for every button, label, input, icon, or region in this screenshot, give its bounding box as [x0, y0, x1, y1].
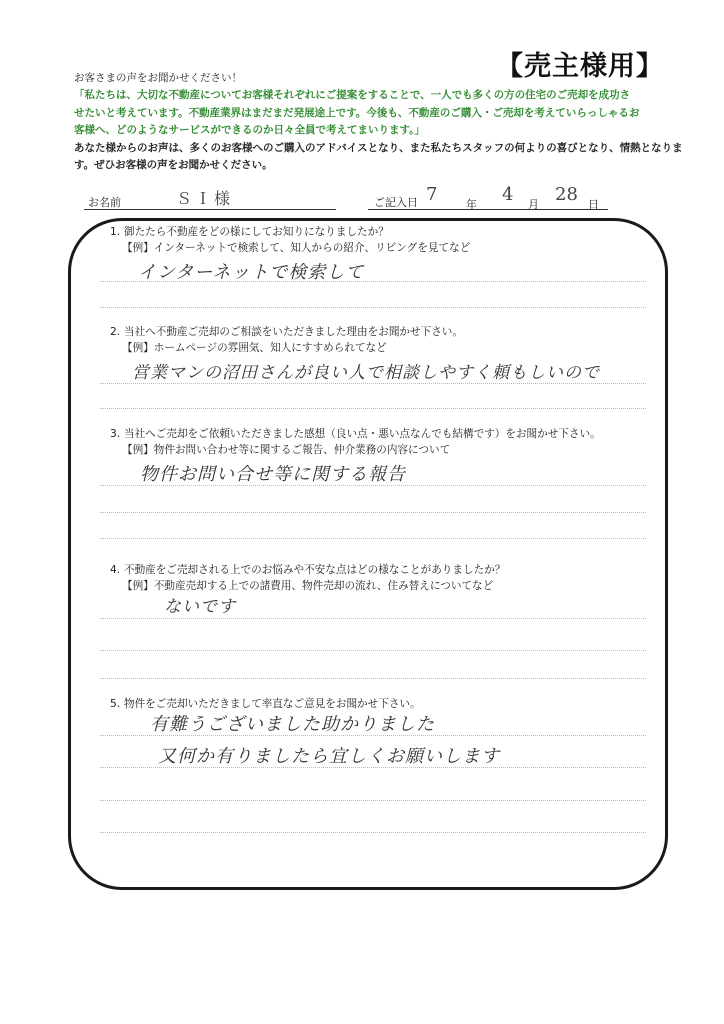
answer-2[interactable]: 営業マンの沼田さんが良い人で相談しやすく頼もしいので: [132, 363, 600, 383]
answer-5-line-1[interactable]: 有難うございました助かりました: [150, 714, 435, 735]
answer-line: [100, 650, 646, 651]
answer-line: [100, 538, 646, 539]
name-value[interactable]: ＳＩ様: [176, 189, 234, 208]
answer-line: [100, 800, 646, 801]
answer-line: [100, 767, 646, 768]
question-1-example: 【例】インターネットで検索して、知人からの紹介、リビングを見てなど: [122, 242, 471, 254]
page-tag: 【売主様用】: [496, 51, 664, 82]
month-unit: 月: [528, 198, 539, 211]
question-text: 当社へご売却をご依頼いただきました感想（良い点・悪い点なんでも結構です）をお聞かせ下さい。: [124, 428, 601, 440]
question-number: 1.: [110, 226, 121, 238]
date-underline: [368, 209, 608, 210]
question-4-example: 【例】不動産売却する上での諸費用、物件売却の流れ、住み替えについてなど: [122, 580, 494, 592]
answer-line: [100, 408, 646, 409]
answer-line: [100, 832, 646, 833]
question-text: 不動産をご売却される上でのお悩みや不安な点はどの様なことがありましたか？: [124, 564, 506, 576]
name-underline: [84, 209, 336, 210]
answer-4[interactable]: ないです: [164, 597, 236, 617]
questionnaire-card: [68, 218, 668, 890]
intro-text: [74, 70, 683, 174]
question-4: [110, 562, 505, 577]
question-text: 当社へ不動産ご売却のご相談をいただきました理由をお聞かせ下さい。: [124, 326, 463, 338]
date-year[interactable]: 7: [426, 184, 438, 205]
answer-line: [100, 678, 646, 679]
question-number: 2.: [110, 326, 121, 338]
intro-line-6: す。ぜひお客様の声をお聞かせください。: [74, 159, 273, 172]
day-unit: 日: [588, 198, 599, 211]
name-label: お名前: [88, 196, 121, 209]
answer-3[interactable]: 物件お問い合せ等に関する報告: [140, 464, 406, 485]
intro-line-1: お客さまの声をお聞かせください！: [74, 72, 242, 84]
question-number: 4.: [110, 564, 121, 576]
date-day[interactable]: 28: [555, 184, 578, 205]
intro-line-3: せたいと考えています。不動産業界はまだまだ発展途上です。今後も、不動産のご購入・ご売却を考えていらっしゃるお: [74, 106, 640, 119]
question-5: [110, 696, 421, 711]
answer-line: [100, 383, 646, 384]
year-unit: 年: [466, 198, 477, 211]
answer-line: [100, 281, 646, 282]
date-month[interactable]: 4: [502, 184, 514, 205]
question-3-example: 【例】物件お問い合わせ等に関するご報告、仲介業務の内容について: [122, 444, 451, 456]
answer-5-line-2[interactable]: 又何か有りましたら宜しくお願いします: [158, 746, 500, 767]
intro-line-2: 「私たちは、大切な不動産についてお客様それぞれにご提案をすることで、一人でも多くの方の住宅のご売却を成功さ: [74, 89, 631, 102]
question-text: 御たたら不動産をどの様にしてお知りになりましたか？: [124, 226, 389, 238]
answer-line: [100, 618, 646, 619]
question-2-example: 【例】ホームページの雰囲気、知人にすすめられてなど: [122, 342, 387, 354]
question-text: 物件をご売却いただきまして率直なご意見をお聞かせ下さい。: [124, 698, 421, 710]
answer-line: [100, 512, 646, 513]
date-label: ご記入日: [374, 196, 418, 209]
question-2: [110, 324, 463, 339]
question-3: [110, 426, 601, 441]
answer-1[interactable]: インターネットで検索して: [138, 262, 365, 283]
question-1: [110, 224, 389, 239]
question-number: 3.: [110, 428, 121, 440]
answer-line: [100, 485, 646, 486]
intro-line-5: あなた様からのお声は、多くのお客様へのご購入のアドバイスとなり、また私たちスタッフの何よりの喜びとなり、情熱となりま: [74, 141, 683, 154]
question-number: 5.: [110, 698, 121, 710]
answer-line: [100, 735, 646, 736]
form-header: [0, 186, 724, 216]
intro-line-4: 客様へ、どのようなサービスができるのか日々全員で考えてまいります。」: [74, 124, 425, 137]
answer-line: [100, 307, 646, 308]
